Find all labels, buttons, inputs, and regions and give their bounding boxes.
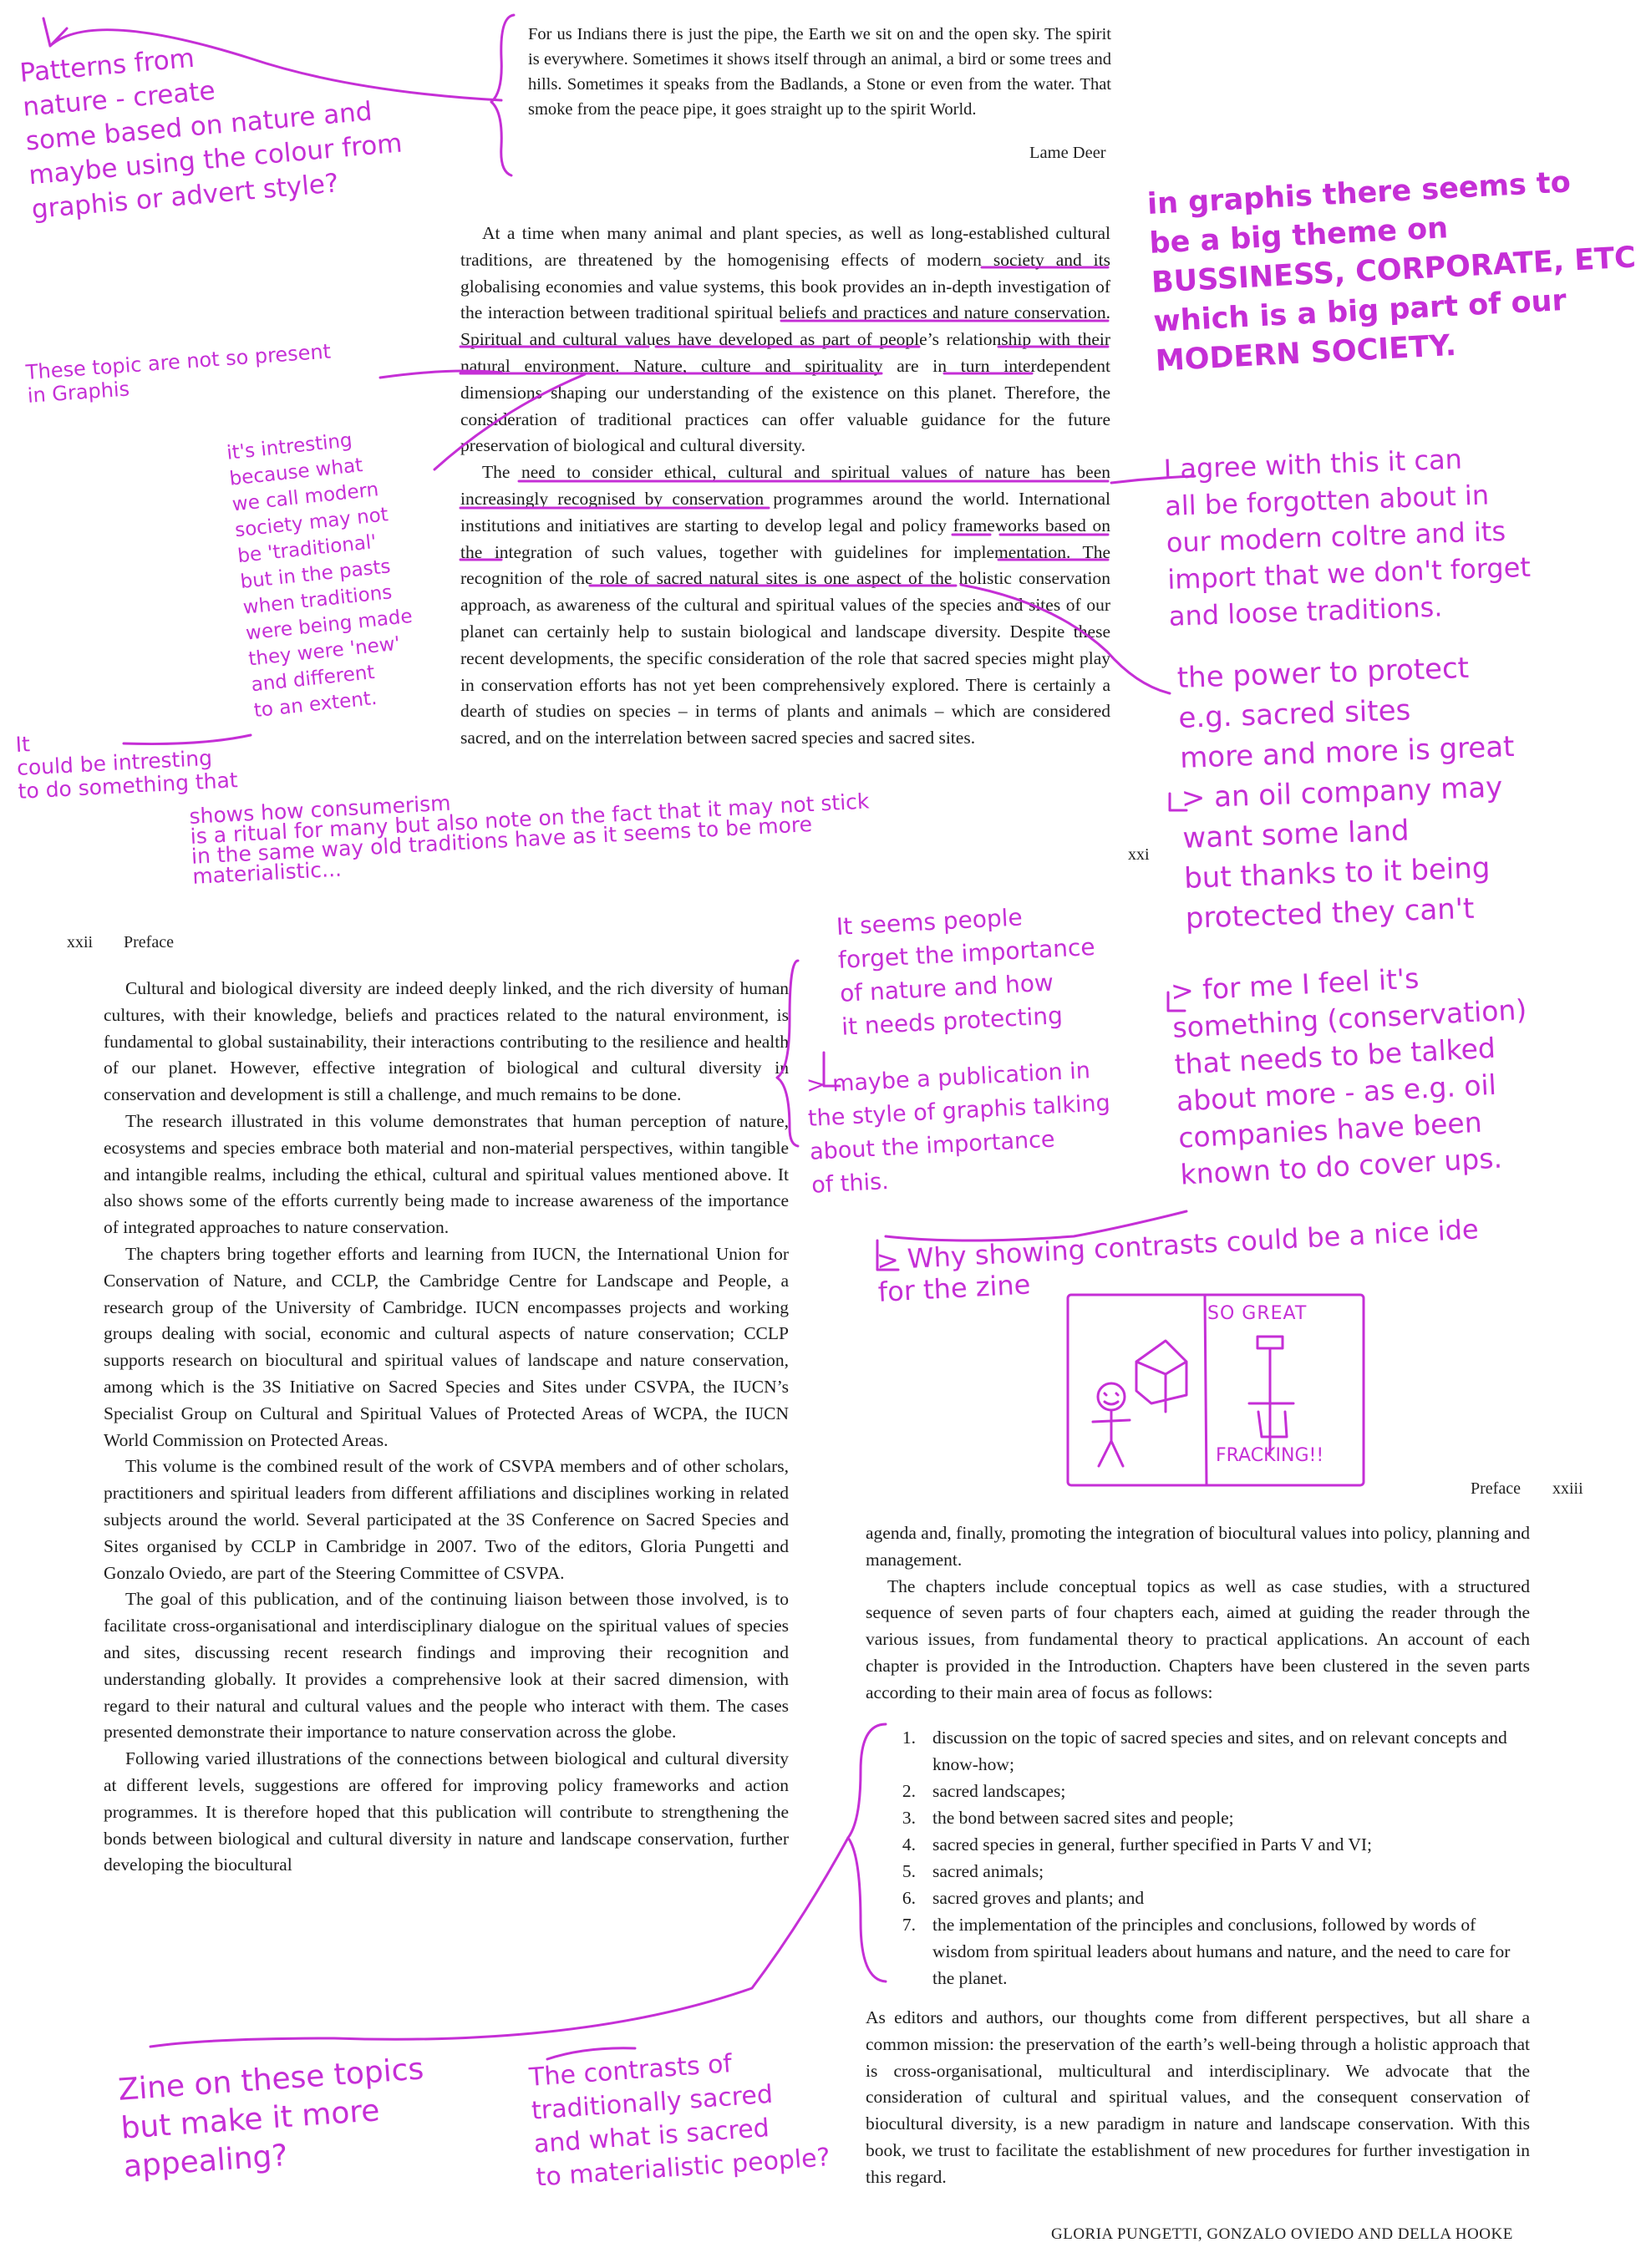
page2-paragraph: Cultural and biological diversity are indeed deeply linked, and the rich diversity of human cultures, with their knowledge, beliefs and practices related to the natural environment, is fundamental to global sustainability, their interactions contributing to the resilience and health of our planet. However, effective integration of biological and cultural diversity in conservation and development is still a challenge, and much remains to be done. xyxy=(104,978,789,1105)
epigraph-bracket xyxy=(491,15,514,175)
note-power: the power to protect e.g. sacred sites more and more is great > an oil company may want some land but thanks to it being protected they can't xyxy=(1176,651,1516,936)
page2-paragraph: The research illustrated in this volume demonstrates that human perception of nature, ecosystems and species embrace both material and non-material perspectives, within tangible and intangible realms, including the ethical, cultural and spiritual values mentioned above. It also shows some of the efforts currently being made to increase awareness of the importance of integrated approaches to nature conservation. xyxy=(104,1110,789,1238)
page2-paragraph: The chapters bring together efforts and learning from IUCN, the International Union for Conservation of Nature, and CCLP, the Cambridge Centre for Landscape and People, a research group of the University of Cambridge. IUCN encompasses projects and working groups dealing with social, economic and cultural aspects of nature conservation; CCLP supports research on biocultural and spiritual values of landscape and nature conservation, among which is the 3S Initiative on Sacred Species and Sites under CSVPA, the IUCN’s Specialist Group on Cultural and Spiritual Values of Protected Areas of WCPA, the IUCN World Commission on Protected Areas. xyxy=(104,1243,789,1450)
note-forget-nature: It seems people forget the importance of nature and how it needs protecting xyxy=(836,903,1096,1041)
note-patterns: Patterns from nature - create some based on nature and maybe using the colour from graphis or advert style? xyxy=(18,43,404,226)
list-item: 2. sacred landscapes; xyxy=(902,1781,1066,1801)
running-head: Preface xyxy=(1471,1479,1521,1498)
sketch-head xyxy=(1098,1383,1125,1410)
epigraph: For us Indians there is just the pipe, the Earth we sit on and the open sky. The spirit is everywhere. Sometimes it shows itself through an animal, a bird or some trees and hills. Sometimes it speaks from the Badlands, a Stone or even from the water. That smoke from the peace pipe, it goes straight up to the spirit World. xyxy=(528,25,1111,119)
signature: GLORIA PUNGETTI, GONZALO OVIEDO AND DELLA HOOKE xyxy=(1051,2225,1513,2243)
note-not-present: These topic are not so present in Graphis xyxy=(25,339,332,408)
page2-bracket xyxy=(777,961,798,1146)
page3-list-bracket xyxy=(848,1724,886,1981)
note-agree: I agree with this it can all be forgotten about in our modern coltre and its import that we don't forget and loose traditions. xyxy=(1163,443,1532,632)
list-item: 1. discussion on the topic of sacred species and sites, and on relevant concepts and know-how; xyxy=(902,1728,1507,1774)
list-item: 3. the bond between sacred sites and people; xyxy=(902,1808,1234,1828)
line-interesting xyxy=(434,374,585,469)
sketch-rig xyxy=(1249,1337,1293,1454)
page3-paragraph: The chapters include conceptual topics as well as case studies, with a structured sequence of seven parts of four chapters each, aimed at guiding the reader through the various issues, from fundamental theory to practical applications. An account of each chapter is provided in the Introduction. Chapters have been clustered in the seven parts according to their main area of focus as follows: xyxy=(866,1575,1530,1702)
sketch-house xyxy=(1136,1341,1186,1412)
list-item: 7. the implementation of the principles and conclusions, followed by words of wisdom from spiritual leaders about humans and nature, and the need to care for the planet. xyxy=(902,1915,1511,1988)
line-power xyxy=(961,585,1170,693)
page1-paragraph: The need to consider ethical, cultural and spiritual values of nature has been increasingly recognised by conservation programmes around the world. International institutions and initiatives are starting to develop legal and policy frameworks based on the integration of such values, together with guidelines for implementation. The recognition of the role of sacred natural sites is one aspect of the holistic conservation approach, as awareness of the cultural and spiritual values of the species and sites of our planet can certainly help to sustain biological and landscape diversity. Despite these recent developments, the specific consideration of the role that sacred species might play in conservation efforts has not yet been comprehensively explored. There is certainly a dearth of studies on species – in terms of plants and animals – which are considered sacred, and on the interrelation between sacred species and sacred sites. xyxy=(460,462,1110,748)
sketch-label-right: FRACKING!! xyxy=(1216,1445,1324,1466)
note-conservation: > for me I feel it's something (conservation) that needs to be talked about more - as e.g. oil companies have been known to do cover ups. xyxy=(1170,961,1528,1191)
line-list-to-bottom xyxy=(150,1838,848,2047)
page2-paragraph: Following varied illustrations of the connections between biological and cultural diversity at different levels, suggestions are offered for improving policy frameworks and action programmes. It is therefore hoped that this publication will contribute to strengthening the bonds between biological and cultural diversity in nature and landscape conservation, further developing the biocultural xyxy=(104,1748,789,1875)
sketch-body xyxy=(1093,1393,1130,1466)
note-consumerism-b: shows how consumerism is a ritual for many but also note on the fact that it may not stick in the same way old traditions have as it seems to be more materialistic... xyxy=(188,789,871,889)
note-graphis-theme: in graphis there seems to be a big theme on BUSSINESS, CORPORATE, ETC which is a big part of our MODERN SOCIETY. xyxy=(1146,165,1637,378)
note-sacred: The contrasts of traditionally sacred and what is sacred to materialistic people? xyxy=(528,2049,831,2193)
page3-paragraph: agenda and, finally, promoting the integration of biocultural values into policy, planning and management. xyxy=(866,1523,1530,1570)
page-number: xxi xyxy=(1128,845,1150,864)
sketch-label-left: SO GREAT xyxy=(1207,1303,1308,1324)
page2-paragraph: The goal of this publication, and of the continuing liaison between those involved, is to facilitate cross-organisational and interdisciplinary dialogue on the spiritual values of species and sites, discussing recent research findings and improving their recognition and understanding globally. It provides a comprehensive look at their sacred dimension, with regard to their natural and cultural values and the people who interact with them. The cases presented demonstrate their importance to nature conservation across the globe. xyxy=(104,1589,789,1743)
page3-paragraph: As editors and authors, our thoughts come from different perspectives, but all share a common mission: the preservation of the earth’s well-being through a holistic approach that is cross-organisational, multicultural and interdisciplinary. We advocate that the consideration of cultural and spiritual values, and the consequent conservation of biocultural diversity, is a new paradigm in nature and landscape conservation. With this book, we trust to facilitate the establishment of new procedures for further investigation in this regard. xyxy=(866,2007,1530,2187)
page-number: xxii xyxy=(67,933,94,951)
list-item: 4. sacred species in general, further specified in Parts V and VI; xyxy=(902,1834,1372,1854)
list-item: 6. sacred groves and plants; and xyxy=(902,1888,1145,1908)
page-number: xxiii xyxy=(1552,1479,1583,1498)
note-contrasts: > Why showing contrasts could be a nice ide for the zine xyxy=(876,1213,1480,1308)
note-interesting: it's intresting because what we call modern society may not be 'traditional' but in the pasts when traditions were being made they were 'new' and different to an extent. xyxy=(226,429,414,723)
running-head: Preface xyxy=(124,933,174,951)
list-item: 5. sacred animals; xyxy=(902,1861,1044,1881)
page2-paragraph: This volume is the combined result of the work of CSVPA members and of other scholars, practitioners and spiritual leaders from different affiliations and disciplines working in related subjects around the world. Several participated at the 3S Conference on Sacred Species and Sites organised by CCLP in Cambridge in 2007. Two of the editors, Gloria Pungetti and Gonzalo Oviedo, are part of the Steering Committee of CSVPA. xyxy=(104,1456,789,1583)
epigraph-attribution: Lame Deer xyxy=(1029,144,1106,162)
underline-need xyxy=(460,481,1108,508)
note-publication: > maybe a publication in the style of graphis talking about the importance of this. xyxy=(805,1058,1111,1199)
note-consumerism-a: It could be intresting to do something that xyxy=(14,732,239,804)
underline-legal xyxy=(460,535,1108,560)
page1-paragraph: At a time when many animal and plant species, as well as long-established cultural traditions, are threatened by the homogenising effects of modern society and its globalising economies and value systems, this book provides an in-depth investigation of the interaction between traditional spiritual beliefs and practices and nature conservation. Spiritual and cultural values have developed as part of people’s relationship with their natural environment. Nature, culture and spirituality are in turn interdependent dimensions shaping our understanding of the existence on this planet. Therefore, the consideration of traditional practices can offer valuable guidance for the future preservation of biological and cultural diversity. xyxy=(460,223,1110,456)
note-zine: Zine on these topics but make it more appealing? xyxy=(117,2052,425,2184)
sketch-divider xyxy=(1205,1295,1207,1485)
